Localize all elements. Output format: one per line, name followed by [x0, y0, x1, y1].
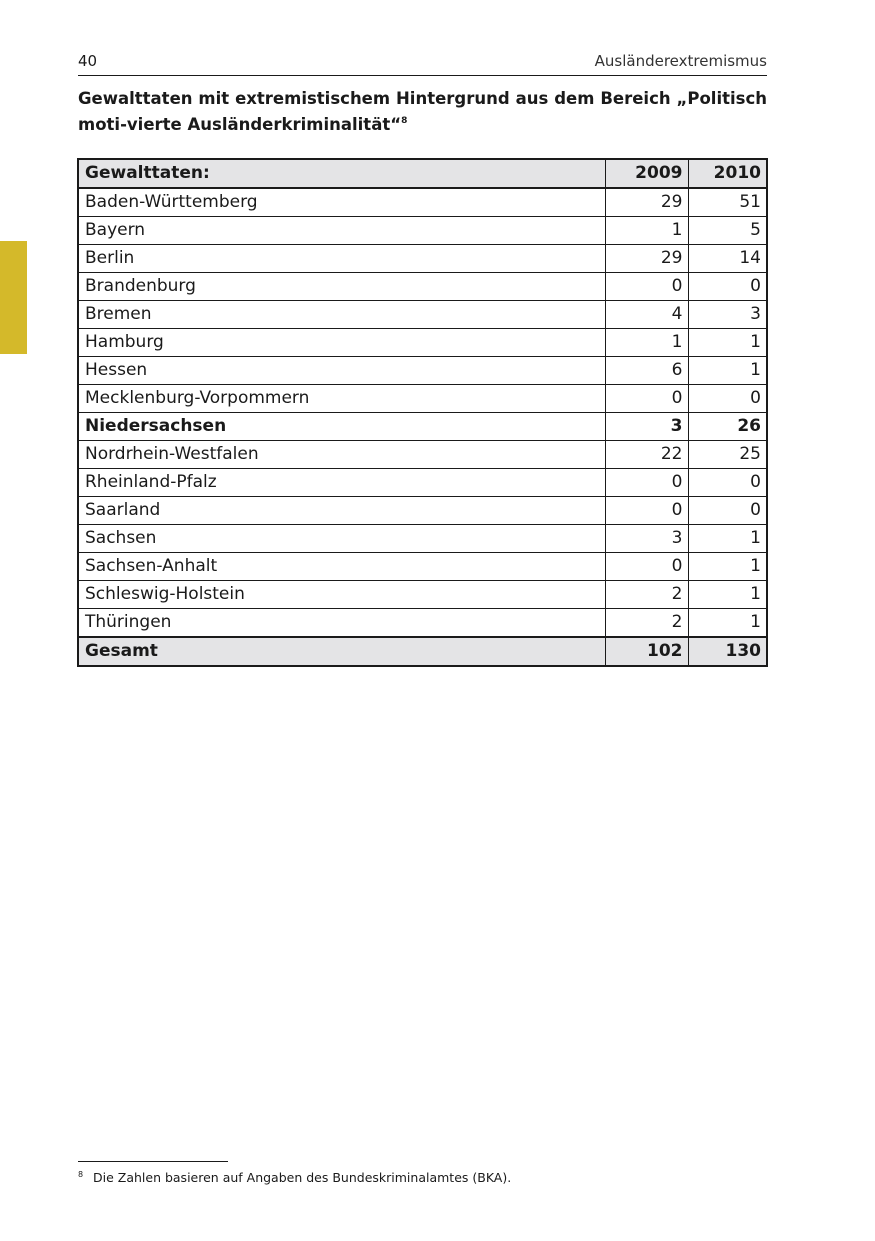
row-value-2009: 0 — [605, 273, 688, 301]
row-state-name: Thüringen — [78, 609, 605, 638]
header-cell-2010: 2010 — [688, 159, 767, 188]
row-value-2009: 0 — [605, 553, 688, 581]
table-row — [78, 413, 767, 441]
row-state-name: Baden-Württemberg — [78, 188, 605, 217]
row-value-2010: 3 — [688, 301, 767, 329]
row-state-name: Saarland — [78, 497, 605, 525]
row-state-name: Hamburg — [78, 329, 605, 357]
table-row — [78, 609, 767, 638]
row-value-2010: 0 — [688, 469, 767, 497]
total-value-2010: 130 — [688, 637, 767, 666]
footnote — [78, 1166, 511, 1187]
table-row — [78, 245, 767, 273]
header-cell-2009: 2009 — [605, 159, 688, 188]
row-value-2010: 14 — [688, 245, 767, 273]
title-footnote-ref: 8 — [401, 116, 408, 126]
table-row — [78, 301, 767, 329]
total-label: Gesamt — [78, 637, 605, 666]
row-value-2010: 0 — [688, 385, 767, 413]
row-state-name: Sachsen — [78, 525, 605, 553]
row-value-2009: 3 — [605, 525, 688, 553]
row-value-2010: 1 — [688, 609, 767, 638]
row-value-2009: 22 — [605, 441, 688, 469]
row-value-2009: 0 — [605, 469, 688, 497]
page-number: 40 — [78, 52, 98, 70]
table-row — [78, 525, 767, 553]
row-value-2010: 1 — [688, 525, 767, 553]
row-value-2009: 0 — [605, 385, 688, 413]
table-row — [78, 469, 767, 497]
row-value-2010: 1 — [688, 553, 767, 581]
row-state-name: Rheinland-Pfalz — [78, 469, 605, 497]
row-value-2009: 2 — [605, 581, 688, 609]
table-title-text: Gewalttaten mit extremistischem Hintergrund aus dem Bereich „Politisch moti-vierte Ausländerkriminalität“ — [78, 89, 767, 134]
row-value-2009: 3 — [605, 413, 688, 441]
row-value-2010: 26 — [688, 413, 767, 441]
footnote-mark: 8 — [78, 1170, 84, 1179]
footnote-rule — [78, 1161, 228, 1162]
row-value-2009: 1 — [605, 329, 688, 357]
row-state-name: Schleswig-Holstein — [78, 581, 605, 609]
running-title: Ausländerextremismus — [594, 52, 767, 70]
table-row — [78, 497, 767, 525]
row-value-2009: 1 — [605, 217, 688, 245]
footnote-text: Die Zahlen basieren auf Angaben des Bundeskriminalamtes (BKA). — [93, 1170, 512, 1185]
header-rule — [78, 75, 767, 76]
table-title — [78, 88, 767, 136]
table-row — [78, 329, 767, 357]
table-row — [78, 357, 767, 385]
row-value-2010: 25 — [688, 441, 767, 469]
total-value-2009: 102 — [605, 637, 688, 666]
row-state-name: Nordrhein-Westfalen — [78, 441, 605, 469]
header-cell-category: Gewalttaten: — [78, 159, 605, 188]
table-row — [78, 581, 767, 609]
table-row — [78, 188, 767, 217]
chapter-accent-bar — [0, 241, 27, 354]
row-value-2009: 29 — [605, 188, 688, 217]
row-value-2010: 0 — [688, 497, 767, 525]
row-value-2010: 1 — [688, 581, 767, 609]
row-state-name: Sachsen-Anhalt — [78, 553, 605, 581]
row-value-2010: 51 — [688, 188, 767, 217]
table-row — [78, 441, 767, 469]
row-state-name: Hessen — [78, 357, 605, 385]
table-header-row — [78, 159, 767, 188]
row-value-2009: 2 — [605, 609, 688, 638]
row-value-2010: 1 — [688, 357, 767, 385]
row-value-2009: 29 — [605, 245, 688, 273]
row-value-2010: 0 — [688, 273, 767, 301]
table-row — [78, 553, 767, 581]
table-total-row — [78, 637, 767, 666]
row-state-name: Bayern — [78, 217, 605, 245]
table-row — [78, 217, 767, 245]
row-value-2009: 0 — [605, 497, 688, 525]
row-state-name: Mecklenburg-Vorpommern — [78, 385, 605, 413]
violent-crimes-table — [77, 158, 768, 667]
table-row — [78, 273, 767, 301]
row-state-name: Bremen — [78, 301, 605, 329]
row-value-2010: 1 — [688, 329, 767, 357]
row-value-2009: 4 — [605, 301, 688, 329]
row-state-name: Brandenburg — [78, 273, 605, 301]
row-value-2010: 5 — [688, 217, 767, 245]
row-state-name: Berlin — [78, 245, 605, 273]
table-row — [78, 385, 767, 413]
row-state-name: Niedersachsen — [78, 413, 605, 441]
table-body — [78, 159, 767, 666]
row-value-2009: 6 — [605, 357, 688, 385]
